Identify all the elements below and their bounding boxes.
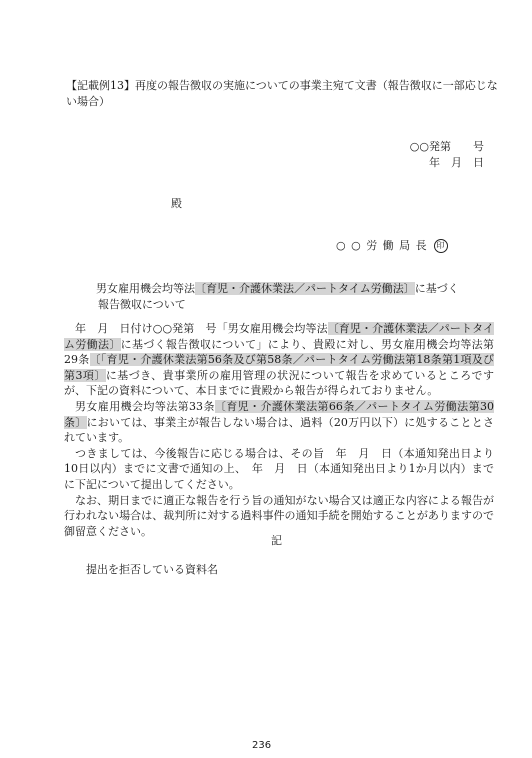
subject-suffix: に基づく [414,282,459,295]
sender-line [336,238,448,254]
attachment-label: 提出を拒否している資料名 [86,563,218,576]
para1-highlight-b: 〔育児・介護休業法／パートタイム労働法〕 [64,322,495,351]
para1-text-e: に基づき、貴事業所の雇用管理の状況について報告を求めているところですが、下記の資料について、本日までに貴殿から報告が得られておりません。 [64,368,494,398]
seal-stamp: 印 [434,239,448,253]
para1-highlight-d: 〔「育児・介護休業法第56条及び第58条／パートタイム労働法第18条第1項及び第3項〕 [64,353,494,382]
para2-highlight-b: 〔育児・介護休業法第66条／パートタイム労働法第30条〕 [64,399,494,429]
document-heading: 【記載例13】再度の報告徴収の実施についての事業主宛て文書（報告徴収に一部応じない場合） [66,79,498,108]
document-body [64,321,494,539]
paragraph-3: つきましては、今後報告に応じる場合は、その旨 年 月 日（本通知発出日より10日以内）までに文書で通知の上、 年 月 日（本通知発出日より1か月以内）までに下記について提出してください。 [64,446,494,491]
paragraph-4: なお、期日までに適正な報告を行う旨の通知がない場合又は適正な内容による報告が行われない場合は、裁判所に対する過料事件の通知手続を開始することがありますので御留意ください。 [64,493,494,538]
para1-text-c: に基づく報告徴収について」により、貴殿に対し、男女雇用機会均等法第29条 [64,337,495,367]
subject-bracket: 〔育児・介護休業法／パートタイム労働法〕 [195,282,415,295]
ki-heading: 記 [271,534,282,547]
subject-line-1 [96,281,459,297]
para2-text-c: においては、事業主が報告しない場合は、過料（20万円以下）に処することとされています。 [64,415,495,445]
para1-text-a: 年 月 日付け○○発第 号「男女雇用機会均等法 [75,322,328,335]
para2-text-a: 男女雇用機会均等法第33条 [75,399,215,413]
paragraph-2 [64,399,494,446]
subject-prefix: 男女雇用機会均等法 [96,282,195,295]
issue-date: 年 月 日 [429,156,484,169]
reference-number: ○○発第 号 [409,140,484,153]
sender-name: ○ ○ 労 働 局 長 [336,239,428,252]
page-number: 236 [252,740,272,751]
paragraph-1 [64,321,494,399]
subject-line-2: 報告徴収について [98,298,186,311]
addressee-suffix: 殿 [171,197,182,210]
